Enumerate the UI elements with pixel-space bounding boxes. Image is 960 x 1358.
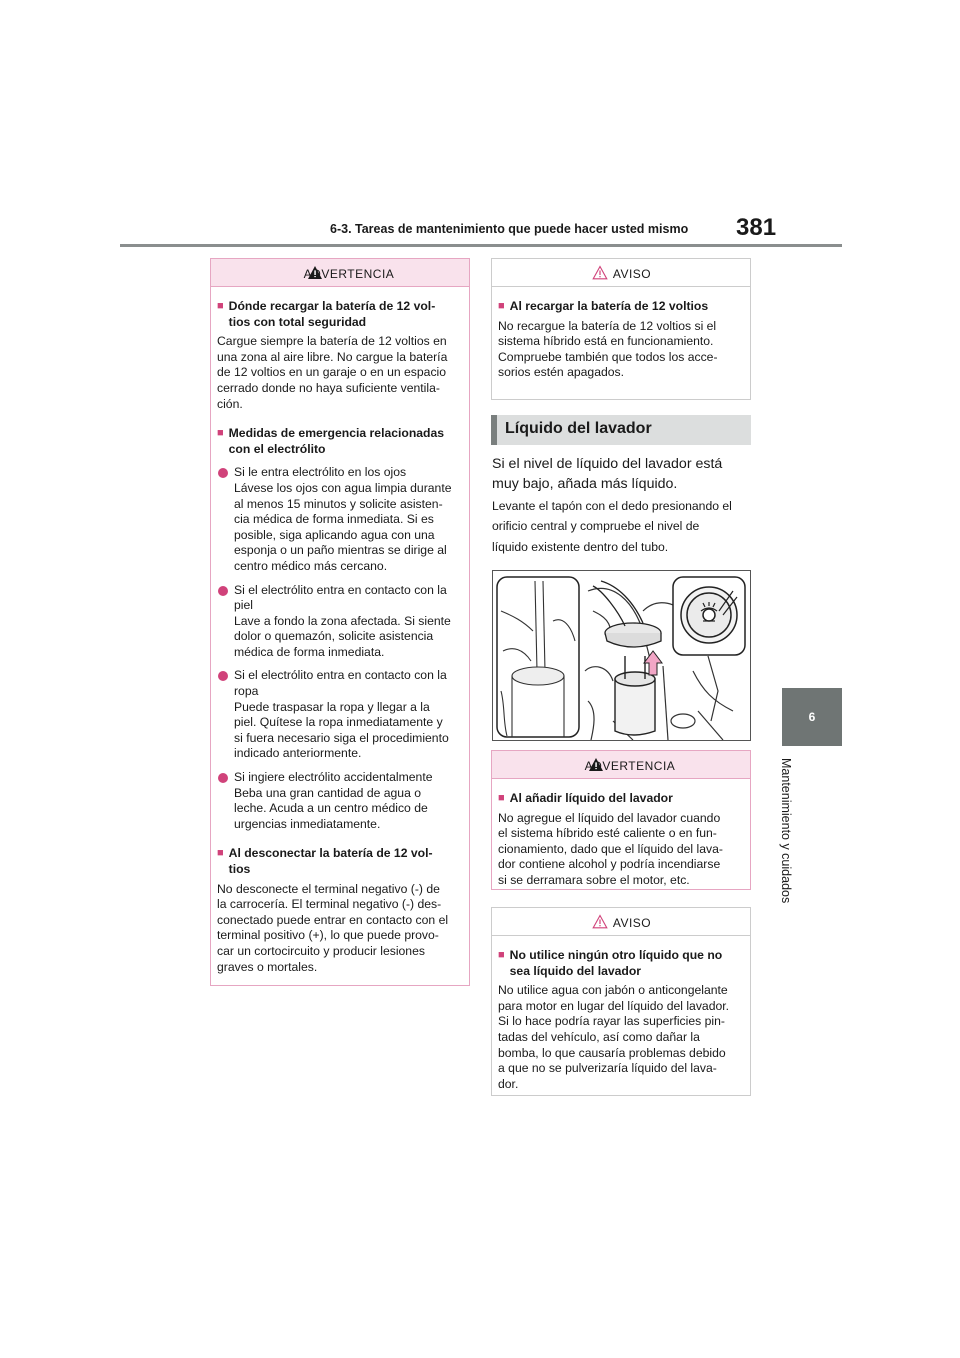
warning-box-header: [492, 751, 750, 779]
chapter-label: [779, 758, 807, 918]
paragraph-recharge: No recargue la batería de 12 voltios si el sistema híbrido está en funcionamiento. Compruebe también que todos los acce- sorios estén apagados.: [498, 318, 718, 380]
list-item-skin: Si el electrólito entra en contacto con la piel Lave a fondo la zona afectada. Si siente dolor o quemazón, solicite asistencia médica de forma inmediata.: [217, 583, 462, 661]
list-item-clothes: Si el electrólito entra en contacto con la ropa Puede traspasar la ropa y llegar a la piel. Quítese la ropa inmediatamente y si fuera necesario siga el procedimiento indicado anteriormente.: [217, 668, 462, 762]
square-bullet-icon: ■: [498, 792, 505, 804]
notice-box-other-fluid: [491, 907, 751, 1096]
section-heading: [491, 415, 751, 445]
subheading-charging-location: ■ Dónde recargar la batería de 12 vol- tios con total seguridad: [217, 299, 436, 329]
notice-box-recharge: [491, 258, 751, 400]
bullet-dot-icon: [218, 671, 228, 681]
warning-box-body: [492, 779, 750, 897]
section-body-text: Levante el tapón con el dedo presionando el orificio central y compruebe el nivel de líquido existente dentro del tubo.: [492, 499, 732, 554]
warning-box-battery: [210, 258, 470, 986]
subheading-recharge: ■ Al recargar la batería de 12 voltios: [498, 299, 709, 313]
square-bullet-icon: ■: [498, 300, 505, 312]
paragraph-other-fluid: No utilice agua con jabón o anticongelante para motor en lugar del líquido del lavador. Si lo hace podría rayar las superficies pin- tadas del vehículo, así como dañar la bomba, lo que causaría problemas debido a que no se pulverizaría líquido del lava- dor.: [498, 983, 730, 1091]
list-item-ingested: Si ingiere electrólito accidentalmente Beba una gran cantidad de agua o leche. Acuda a un centro médico de urgencias inmediatamente.: [217, 770, 462, 832]
notice-box-header: [492, 908, 750, 936]
subheading-disconnect: ■ Al desconectar la batería de 12 vol- tios: [217, 846, 433, 876]
subheading-emergency: ■ Medidas de emergencia relacionadas con el electrólito: [217, 426, 445, 456]
subheading-adding-fluid: ■ Al añadir líquido del lavador: [498, 791, 673, 805]
square-bullet-icon: ■: [217, 847, 224, 860]
header-rule: [120, 244, 842, 247]
paragraph-charging-location: Cargue siempre la batería de 12 voltios en una zona al aire libre. No cargue la batería de 12 voltios en un garaje o en un espacio cerrado donde no haya suficiente ventila- ción.: [217, 334, 448, 411]
square-bullet-icon: ■: [498, 949, 505, 961]
square-bullet-icon: ■: [217, 300, 224, 312]
notice-box-header: [492, 259, 750, 287]
notice-box-body: [492, 936, 750, 1100]
notice-heading: AVISO: [612, 916, 652, 930]
bullet-dot-icon: [218, 468, 228, 478]
page-header-title: 6-3. Tareas de mantenimiento que puede hacer usted mismo: [330, 222, 689, 236]
page-number: 381: [736, 214, 777, 241]
paragraph-disconnect: No desconecte el terminal negativo (-) de la carrocería. El terminal negativo (-) des- conectado puede entrar en contacto con el terminal positivo (+), lo que puede provo- car un cortocircuito y producir lesiones graves o mortales.: [217, 881, 449, 974]
notice-box-body: [492, 287, 750, 389]
washer-fluid-drawing: [493, 571, 750, 740]
section-title: Líquido del lavador: [505, 420, 652, 437]
notice-heading: AVISO: [612, 267, 652, 281]
warning-heading: ADVERTENCIA: [584, 759, 676, 773]
warning-heading: ADVERTENCIA: [303, 267, 395, 281]
square-bullet-icon: ■: [217, 427, 224, 440]
subheading-other-fluid: ■ No utilice ningún otro líquido que no sea líquido del lavador: [498, 948, 723, 978]
washer-fluid-illustration: [492, 570, 751, 741]
list-item-eyes: Si le entra electrólito en los ojos Lávese los ojos con agua limpia durante al menos 15 minutos y solicite asisten- cia médica de forma inmediata. Si es posible, siga aplicando agua con una esponja o un paño mientras se dirige al centro médico más cercano.: [217, 465, 462, 574]
chapter-tab: 6: [782, 688, 842, 746]
chapter-label-text: Mantenimiento y cuidados: [779, 758, 793, 904]
bullet-dot-icon: [218, 773, 228, 783]
paragraph-adding-fluid: No agregue el líquido del lavador cuando el sistema híbrido esté caliente o en fun- cionamiento, dado que el líquido del lava- dor contiene alcohol y podría incendiarse si se derramara sobre el motor, etc.: [498, 810, 723, 887]
section-intro: Si el nivel de líquido del lavador está muy bajo, añada más líquido.: [492, 456, 723, 492]
bullet-dot-icon: [218, 586, 228, 596]
warning-box-washer: [491, 750, 751, 890]
warning-box-header: [211, 259, 469, 287]
warning-box-body: [211, 287, 469, 983]
